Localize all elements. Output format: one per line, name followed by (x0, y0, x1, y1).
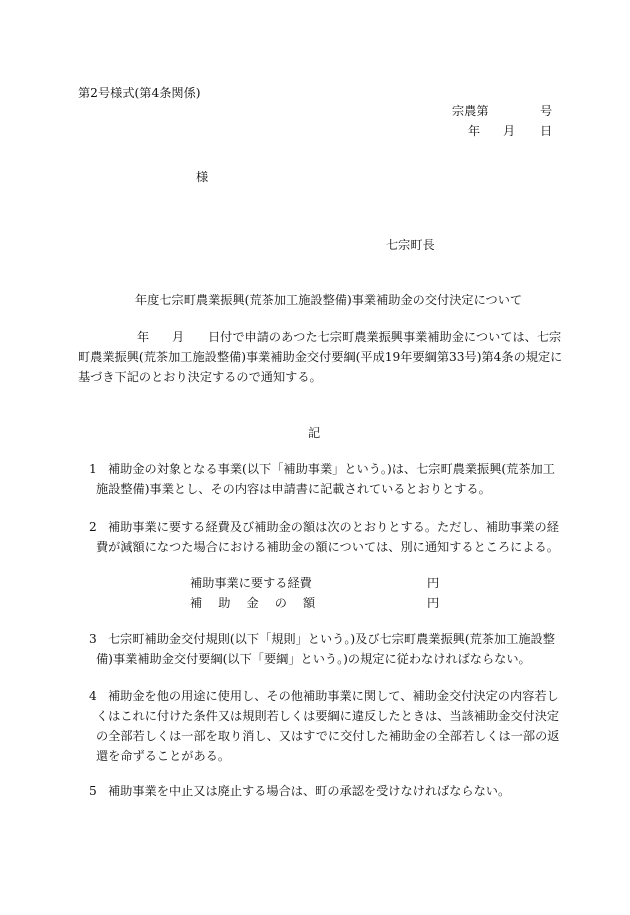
item-2-line-1: 補助事業に要する経費及び補助金の額は次のとおりとする。ただし、補助事業の経 (108, 520, 559, 534)
item-number: 3 (89, 632, 97, 646)
item-number: 4 (89, 689, 97, 703)
date-day: 日 (540, 124, 553, 138)
amount-label-expense: 補助事業に要する経費 (190, 576, 312, 590)
date-year: 年 (468, 124, 481, 138)
intro-year: 年 (137, 330, 150, 344)
item-number: 2 (89, 520, 97, 534)
item-5-line-1: 補助事業を中止又は廃止する場合は、町の承認を受けなければならない。 (108, 784, 511, 798)
amount-unit-expense: 円 (427, 576, 440, 590)
intro-line2: 町農業振興(荒茶加工施設整備)事業補助金交付要綱(平成19年要綱第33号)第4条の規定に (78, 350, 563, 364)
item-4-line-1: 補助金を他の用途に使用し、その他補助事業に関して、補助金交付決定の内容若し (108, 689, 559, 703)
date-month: 月 (503, 124, 516, 138)
amount-unit-subsidy: 円 (427, 596, 440, 610)
item-4-line-2: くはこれに付けた条件又は規則若しくは要綱に違反したときは、当該補助金交付決定 (96, 709, 560, 723)
doc-number-prefix: 宗農第 (452, 104, 489, 118)
issuer: 七宗町長 (386, 238, 435, 252)
ki-heading: 記 (308, 426, 321, 440)
item-4-line-3: の全部若しくは一部を取り消し、又はすでに交付した補助金の全部若しくは一部の返 (96, 729, 560, 743)
intro-line3: 基づき下記のとおり決定するので通知する。 (78, 370, 322, 384)
intro-line1: 日付で申請のあつた七宗町農業振興事業補助金については、七宗 (208, 330, 562, 344)
item-2-line-2: 費が減額になつた場合における補助金の額については、別に通知するところによる。 (96, 540, 559, 554)
addressee-suffix: 様 (196, 170, 209, 184)
item-3-line-2: 備)事業補助金交付要綱(以下「要綱」という。)の規定に従わなければならない。 (96, 652, 531, 666)
document-title: 年度七宗町農業振興(荒茶加工施設整備)事業補助金の交付決定について (135, 293, 523, 307)
intro-month: 月 (172, 330, 185, 344)
item-3-line-1: 七宗町補助金交付規則(以下「規則」という。)及び七宗町農業振興(荒茶加工施設整 (108, 632, 555, 646)
item-number: 5 (89, 784, 97, 798)
doc-number-suffix: 号 (540, 104, 553, 118)
item-4-line-4: 還を命ずることがある。 (96, 749, 231, 763)
item-1-line-2: 施設整備)事業とし、その内容は申請書に記載されているとおりとする。 (96, 482, 491, 496)
item-number: 1 (89, 462, 97, 476)
form-label: 第2号様式(第4条関係) (78, 86, 201, 100)
amount-label-subsidy: 補 助 金 の 額 (190, 596, 316, 610)
item-1-line-1: 補助金の対象となる事業(以下「補助事業」という。)は、七宗町農業振興(荒茶加工 (108, 462, 555, 476)
